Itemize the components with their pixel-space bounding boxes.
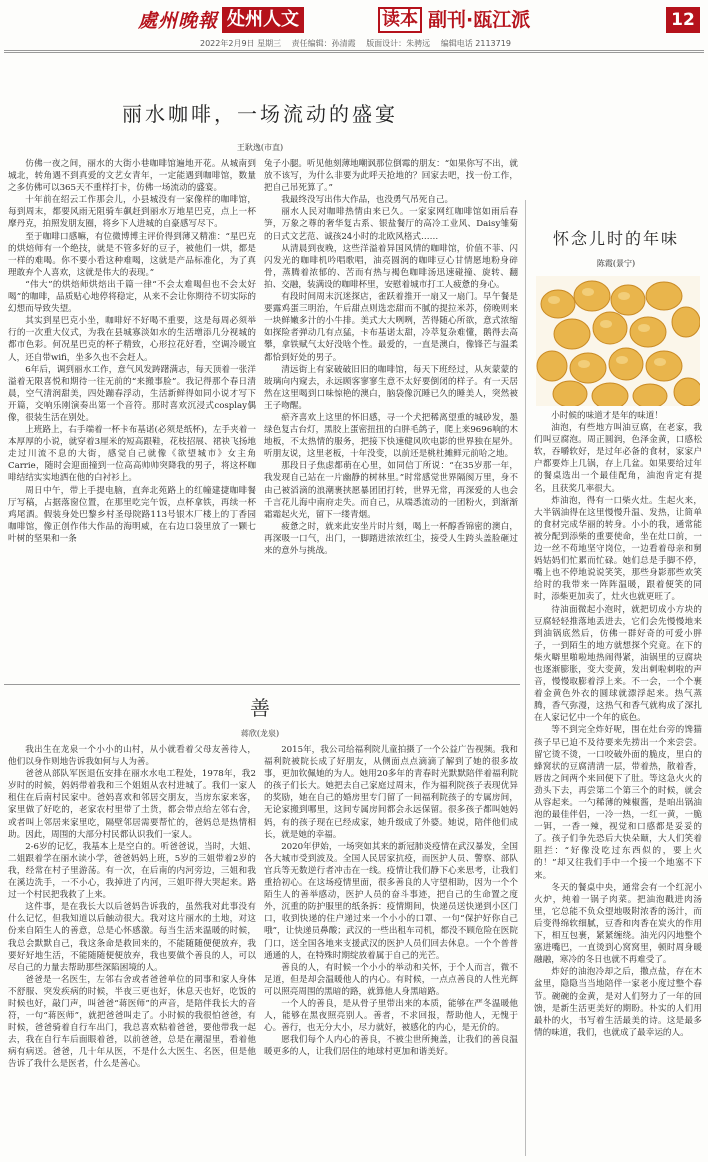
paragraph: 十年前在绍云工作那会儿，小县城没有一家像样的咖啡馆，每到周末，都要风雨无阻骑车飙赶到丽水万地星巴克，点上一杯摩丹克，拍照发朋友圈，将乡下人进城的自豪感写尽下。 <box>8 195 256 230</box>
paragraph: 其实到星巴克小坐，咖啡好不好喝不重要，这是每周必须举行的一次重大仪式，为我在县城寡淡如水的生活增添几分视城的都市色彩。何况星巴克的杯子精致，心形拉花好看，空调冷暖宜人，还自带wifi，坐多久也不会赶人。 <box>8 316 256 363</box>
paragraph: 6年后，调到丽水工作，意气风发踌躇满志，每天顶着一张洋溢着无限喜悦和期待一往无前的“来搬事脸”。我记得那个春日清晨，空气清润甜美，四处蹦春浮动，生活新鲜得如同小说才写下开篇，交响乐刚演奏出第一个音符。那时喜欢沉浸式cosplay偶像，很装生活在别处。 <box>8 364 256 423</box>
paragraph: 周日中午，带上手提电脑，直奔北苑路上的红幢建捷咖啡餐厅写稿，占据落窗位置，在那里吃完午饭，点杯拿铁，再续一杯鸡尾酒。假装身处巴黎乡村圣母院路113号银木厂楼上的丁香园咖啡馆，像正创作伟大作品的海明威，在右边口袋里放了一颗七叶树的坚果和一条 <box>8 485 256 544</box>
paragraph: 2015年，我公司给福利院儿童拍摄了一个公益广告视频。我和福利院被院长成了好朋友，从侧面点点滴滴了解到了她的很多故事，更加钦佩她的为人。她用20多年的青春时光默默陪伴着福利院的孩子们长大。她把去自己家庭过周末，作为福利院孩子表现优异的奖励，她在自己的婚房里专门留了一间福利院孩子的专属房间，无论家搬到哪里，这间专属房间都会永远保留。很多孩子都叫她妈妈，有的孩子现在已经成家，她升级成了外婆。她说，陪伴他们成长，就是她的幸福。 <box>264 745 518 840</box>
paragraph: 愿我们每个人内心的善良，不被尘世所掩盖，让我们的善良温暖更多的人，让我们居住的地球村更加和谐美好。 <box>264 1035 518 1058</box>
paragraph: 油泡，有些地方叫油豆腐，在老家，我们叫豆腐泡。周正圆润，色泽金黄，口感松软，吞嚼软好，是过年必备的食材，家家户户都要炸上几锅，存上几盆。如果要给过年的餐桌选出一个最佳配角，油泡肯定有提名，且获奖几率很大。 <box>534 423 702 494</box>
paragraph: 至于咖啡口感嘛，有位微博博主评价得到薄又精准：“星巴克的烘焙师有一个绝技，就是不管多好的豆子，被他们一烘，都是一样的难喝。你不要小看这种难喝，这就是产品标准化，为了真理敢弃个人喜欢，这就是伟大的表现。” <box>8 231 256 278</box>
article1-column-1 <box>8 158 256 678</box>
paragraph: 小时候的味道才是年的味道！ <box>551 411 663 421</box>
article2-byline: 蒋欣(龙泉) <box>240 729 280 738</box>
article2-column-2 <box>264 744 518 1156</box>
edition-info <box>200 38 519 49</box>
paragraph: 等不到完全炸好呢，围在灶台旁的馋猫孩子早已迫不及待要来先捞出一个来尝尝。留它烫不烫，一口咬破外面的脆皮，里白的蜂窝状的豆腐清清一层，带着热，散着香，唇齿之间两个来回便下了肚。等这急火火的劲头下去，再尝第二个第三个的时候，就会从容起来。一勺稀薄的辣椒酱，是咱出锅油泡的最佳伴侣，一冷一热，一红一黄，一脆一铒，一香一辣，视觉和口感都是妥妥的了。孩子们争先恐后大快朵颐，大人们笑着阻拦：“好像没吃过东西似的，要上火的！”却又往我们手中一个接一个地塞不下来。 <box>534 725 702 881</box>
paragraph: 疲惫之时，就来此安坐片时片刻，喝上一杯醇香锦密的澳白，再深吸一口气，出门，一脚踏进浓浓红尘，接受人生跨头盖脸砸过来的意外与挑战。 <box>264 521 518 556</box>
article1-title: 丽水咖啡，一场流动的盛宴 <box>122 102 398 126</box>
sidebar-divider <box>525 200 526 1156</box>
paragraph: 2-6岁的记忆，我基本上是空白的。听爸爸说，当时，大姐、二姐跟着学在丽水读小学，爸爸妈妈上班，5岁的三姐带着2岁的我，经常在村子里游荡。有一次，在后南的内河旁边，三姐和我在溪边洗手，一不小心，我掉进了内河，三姐吓得大哭起来。路过一个村民把我救了上来。 <box>8 841 256 901</box>
paragraph: 那段日子焦虑都萌在心里，如同信丁所说：“在35岁那一年，我发现自己站在一片幽静的树林里。”时常感觉世界隔阂万里，身不由己被滔滴的浪潮裹挟愿暴团团打转，世界无常，再深爱的人也会千言花儿海中南府走失。而自己，从端悉流动的一团粉火，到渐渐霜霜起火光，留下一缕青烟。 <box>264 461 518 520</box>
paragraph: 兔子小腿。听见他刻薄地嘲讽那位倒霉的朋友：“如果你写不出，就放不该写，为什么非要为此呼天抢地的？回家去吧，找一份工作，把自己吊死算了。” <box>264 159 518 194</box>
paragraph: 瘀齐喜欢上这里的怀旧感，寻一个犬把稀离望重的城砂发，墨绿色复古台灯，黑胶上蛋密扭扭的白胖毛鸽子，爬上来9696响的木地板，不太热情的服务，把接下快速健风吹电影的世界独在屋外。听朋友说，这里老板，十年没变，以前还是桃杜摊鲜元前哈之地。 <box>264 412 518 460</box>
paragraph: 炸油泡，得有一口柴火灶。生起火来，大半锅油得在这里慢慢升温、发热，让简单的食材完成华丽的转身。小小的我，通常能被分配到添柴的重要使命，坐在灶口前，一边一丝不苟地坚守岗位，一边看着母亲和舅妈姑妈们忙累而忙碌。她们总是手脚不停，嘴上也不停地说说笑笑，那些身影那些欢笑给时的我带来一阵阵温暖，跟着便笑的同时，添柴更加卖了，灶火也就更旺了。 <box>534 495 702 603</box>
header-rule <box>4 50 704 51</box>
page-number: 12 <box>666 7 700 33</box>
paragraph: 冬天的餐桌中央，通常会有一个红泥小火炉，炖着一锅子肉菜。把油泡戳进肉汤里，它总能不负众望地吸附浓香的汤汁，而后变得绵软细腻，豆香和肉香在炭火的作用下，相互包裹，紧紧缠绕。油光闪闪地整个塞进嘴巴，一直烫到心窝窝里，顿时周身暖融融，寒冷的冬日也就不再难受了。 <box>534 882 702 966</box>
paragraph: “伟大”的烘焙师烘焙出千篇一律“不会太难喝但也不会太好喝”的咖啡，品质贴心地停将稳定，从来不会让你期待不切实际的幻想而导致失望。 <box>8 279 256 315</box>
paragraph: 丽水人民对咖啡热情由来已久。一家家网红咖啡馆如雨后春笋，万象之尊的奢华复古系、银盐餐厅的高冷工业风、Daisy雏菊的日式文艺范、诚孩24小时的北欧风格式…… <box>264 207 518 242</box>
article2-column-1 <box>8 744 256 1156</box>
paragraph: 我最终没写出伟大作品，也没勇气吊死自己。 <box>281 195 454 206</box>
article2-title: 善 <box>250 696 270 720</box>
paragraph: 有段时间周末沉迷探店，雀跃着推开一扇又一扇门。早午餐是要露鸡蛋三明治，午后甜点则选恋甜而不腻的提拉米苏，傍晚则来一块鲜嫩多汁的小牛排。美式大大咧咧，苦得随心所欲，意式浓缩如探险者弹动几有点猛，卡布基诺太甜，冷萃复杂难懂，鹅得去高攀，拿铁赋气太好没啥个性。最爱的，一直是澳白，像锋芒与温柔都恰到好处的男子。 <box>264 292 518 363</box>
paragraph: 爸爸从部队军医退伍安排在丽水水电工程处，1978年，我2岁时的时候，妈妈带着我和三个姐姐从农村进城了。我们一家人租住在后南村民家中。爸妈喜欢和邻居交朋友，当房东家来客，家里做了好吃的，老家农村里带了土货，都会带点给左邻右舍，或者叫上邻居来家里吃，隔壁邻居需要帮忙的，爸妈总是热情相助。因此，周围的大部分村民都认识我们一家人。 <box>8 769 256 840</box>
sidebar-column <box>534 410 702 1158</box>
paragraph: 从清晨到夜晚，这些洋溢着异国风情的咖啡馆，价值不菲、闪闪发光的咖啡机吟唱歌唱，油亮圆润的咖啡豆心甘情愿地粉身碎骨，蒸腾着浓郁的、苦而有热与褐色咖啡汤迅速碰撞、旋转、翻拍、交融，装满设的咖啡杯里，安慰着城市打工人疲惫的身心。 <box>264 243 518 290</box>
newspaper-logo: 處州晚報 <box>138 10 219 32</box>
supplement-name: 副刊·瓯江派 <box>428 9 531 31</box>
paragraph: 2020年伊始，一场突如其来的新冠肺炎疫情在武汉暴发，全国各大城市受到波及。全国人民居家抗疫，而医护人员、警察、部队官兵等无数逆行者冲击在一线。疫情让我们静下心来思考，让我们重拾初心。在这场疫情里面，很多善良的人守望相助，因为一个个陌生人的善举感动，医护人员的奋斗事迹，把自己的生命置之度外，沉重的防护服里的纸条拆：疫情期间，快递员送快递到小区门口，收到快递的住户递过来一个小小的口罩、一句“保护好你自己哦”，让快递员鼻酸；武汉的一些出租车司机，都没不顾危险在医院门口，送全国各地来支援武汉的医护人员们回去休息。一个个普普通通的人，在特殊时期绽放着属于自己的光芒。 <box>264 841 518 961</box>
paragraph: 上班路上，右手端着一杯卡布基诺(必须是纸杯)，左手夹着一本厚厚的小说，就穿着3厘米的短高跟鞋，花枝招展、裙袂飞扬地走过川流不息的大街，感觉自己就像《欲望城市》女主角Carrie，随时会迎面撞到一位高高帅帅突降我的男子，将这杯咖啡结结实实地洒在他的白衬衫上。 <box>8 425 256 484</box>
masthead <box>0 0 708 46</box>
paragraph: 仿佛一夜之间，丽水的大街小巷咖啡馆遍地开花。从城南到城北，转角遇不到真爱的文艺女青年，一定能遇到咖啡馆，数量之多仿佛可以365天不重样打卡，仿佛一场流动的盛宴。 <box>8 159 256 194</box>
paragraph: 炸好的油泡冷却之后，撒点盐，存在木盆里，隐隐当当地陪伴一家老小度过整个春节。碗碗的金黄，是对人们努力了一年的回馈，是新生活更美好的期盼。朴实的人们用最朴的火，书写着生活最美的诗。这是最多情的味道，我们，也就成了最幸运的人。 <box>534 967 702 1038</box>
article1-byline: 王耿逸(市直) <box>236 143 284 152</box>
paragraph: 待油面微起小泡时，就把切成小方块的豆腐轻轻推落地丢进去，它们会先慢慢地来到油锅底然后，仿佛一群好奇的可爱小胖子，一到陌生的地方就想探个究竟。在下的柴火噼里啪啦地热闹得紧，油锅里的豆腐块也逐渐膨胀，变大变黄，发出刺啦刺啦的声音，慢慢取膨着浮上来。不一会，一个个裹着金黄色外衣的圆球就漂浮起来。热气蒸腾，香气弥漫，这热气和香气就构成了深扎在人家记忆中一个年的底色。 <box>534 604 702 724</box>
edition-designer: 版面设计：朱骋远 <box>366 39 431 48</box>
article1-column-2 <box>264 158 518 678</box>
section-rule <box>4 684 520 685</box>
edition-editor: 责任编辑：孙清霞 <box>291 39 356 48</box>
paragraph: 这件事，是在我长大以后爸妈告诉我的，虽然我对此事没有什么记忆，但我知道以后触动很大。我对这片丽水的土地，对这份来自陌生人的善意，总是心怀感激。每当生活来温暖的时候，我总会默默自己，我这条命是救回来的，不能随随便便放弃，我要好好地生活，不能随随便便放弃，我也要做个善良的人，可以尽自己的力量去帮助那些深陷困境的人。 <box>8 902 256 973</box>
paragraph: 清远街上有家破破旧旧的咖啡馆，每天下班经过，从灰蒙蒙的玻璃向内窥去，永远顾客寥寥生意不太好要倒闭的样子。有一天居然在这里喝到口味惊艳的澳白，脑袋像沉睡已久的睡美人，突然被王子吻醒。 <box>264 364 518 411</box>
header-rule-2 <box>4 52 704 53</box>
paragraph: 一个人的善良，是从骨子里带出来的本质，能够在严冬温暖他人，能够在黑夜照亮别人。善者，不求回报，帮助他人，无愧于心。善行，也无分大小，尽力就好，被感化的内心，是无价的。 <box>264 998 518 1034</box>
read-badge: 读本 <box>378 7 422 33</box>
sidebar-title: 怀念儿时的年味 <box>552 229 679 248</box>
edition-date: 2022年2月9日 星期三 <box>200 39 282 48</box>
edition-phone: 编辑电话 2113719 <box>440 39 511 48</box>
paragraph: 爸爸是一名医生，左邻右舍或者爸爸单位的同事和家人身体不舒服、突发疾病的时候，半夜三更也好，休息天也好，吃饭的时候也好，敲门声，叫爸爸“蒋医师”的声音，是陪伴我长大的音符，一句“蒋医师”，就把爸爸叫走了。小时候的我很怕爸爸，有时候，爸爸骑着自行车出门，我总喜欢粘着爸爸，要他带我一起去，我在自行车后面眼着爸，以前爸爸，总是在潮湿里，看着他病有病送。爸爸，几十年从医，不是什么大医生、名医，但是他告诉了我什么是医者，什么是善心。 <box>8 974 256 1070</box>
fried-tofu-illustration <box>536 276 700 406</box>
column-name: 处州人文 <box>222 7 304 33</box>
sidebar-byline: 陈霞(景宁) <box>596 259 636 268</box>
paragraph: 我出生在龙泉一个小小的山村，从小就看着父母友善待人，他们以身作则地告诉我如何与人为善。 <box>8 745 256 768</box>
paragraph: 善良的人，有时候一个小小的举动和关怀，于个人而言，微不足道，但是却会温暖他人的内心。有时候，一点点善良的人性光辉可以照亮周围的黑暗的路，就算他人身黑暗路。 <box>264 962 518 997</box>
fried-tofu-photo <box>536 276 700 406</box>
